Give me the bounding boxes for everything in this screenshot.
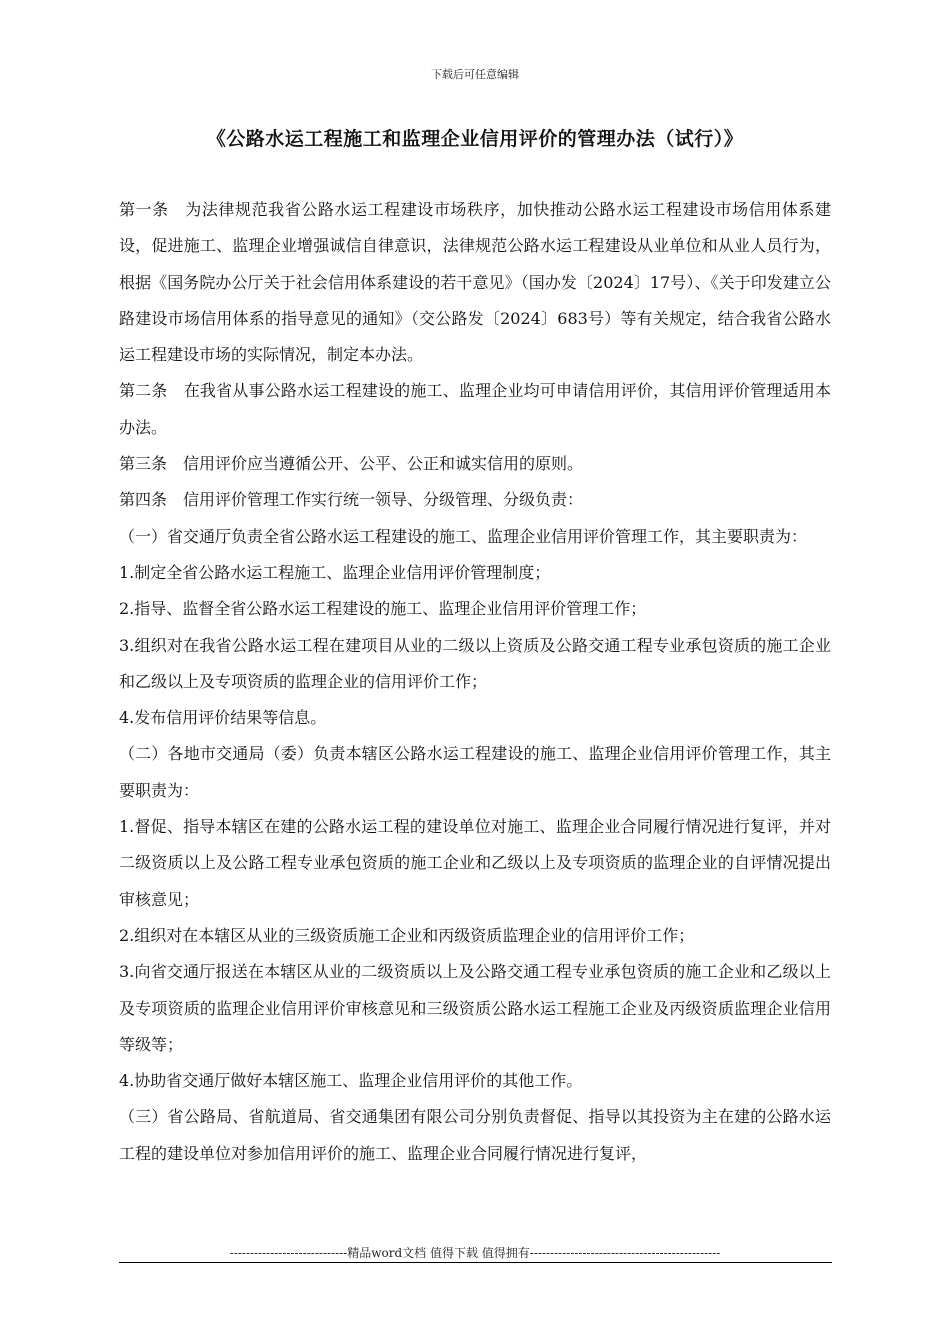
section-1-item-4: 4.发布信用评价结果等信息。 [119,708,327,728]
section-1-item-1: 1.制定全省公路水运工程施工、监理企业信用评价管理制度； [119,562,551,582]
article-3-paragraph: 第三条 信用评价应当遵循公开、公平、公正和诚实信用的原则。 [119,454,584,474]
section-2-item-1: 1.督促、指导本辖区在建的公路水运工程的建设单位对施工、监理企业合同履行情况进行复评，并对二级资质以上及公路工程专业承包资质的施工企业和乙级以上及专项资质的监理企业的自评情况提出审核意见； [119,817,831,909]
footer-divider [119,1262,832,1263]
section-3-heading: （三）省公路局、省航道局、省交通集团有限公司分别负责督促、指导以其投资为主在建的公路水运工程的建设单位对参加信用评价的施工、监理企业合同履行情况进行复评， [119,1107,831,1163]
section-2-item-2: 2.组织对在本辖区从业的三级资质施工企业和丙级资质监理企业的信用评价工作； [119,925,695,945]
header-note: 下载后可任意编辑 [431,68,519,81]
document-body [119,192,831,1172]
article-4-paragraph: 第四条 信用评价管理工作实行统一领导、分级管理、分级负责： [119,490,584,510]
section-1-item-3: 3.组织对在我省公路水运工程在建项目从业的二级以上资质及公路交通工程专业承包资质的施工企业和乙级以上及专项资质的监理企业的信用评价工作； [119,635,831,691]
section-2-heading: （二）各地市交通局（委）负责本辖区公路水运工程建设的施工、监理企业信用评价管理工作，其主要职责为： [119,744,831,800]
section-1-item-2: 2.指导、监督全省公路水运工程建设的施工、监理企业信用评价管理工作； [119,599,647,619]
document-title: 《公路水运工程施工和监理企业信用评价的管理办法（试行）》 [206,128,744,150]
article-1-paragraph: 第一条 为法律规范我省公路水运工程建设市场秩序，加快推动公路水运工程建设市场信用体系建设，促进施工、监理企业增强诚信自律意识，法律规范公路水运工程建设从业单位和从业人员行为，根据《国务院办公厅关于社会信用体系建设的若干意见》（国办发〔2024〕17号）、《关于印发建立公路建设市场信用体系的指导意见的通知》（交公路发〔2024〕683号）等有关规定，结合我省公路水运工程建设市场的实际情况，制定本办法。 [119,200,831,365]
section-2-item-4: 4.协助省交通厅做好本辖区施工、监理企业信用评价的其他工作。 [119,1071,583,1091]
section-2-item-3: 3.向省交通厅报送在本辖区从业的二级资质以上及公路交通工程专业承包资质的施工企业和乙级以上及专项资质的监理企业信用评价审核意见和三级资质公路水运工程施工企业及丙级资质监理企业信用等级等； [119,962,831,1054]
article-2-paragraph: 第二条 在我省从事公路水运工程建设的施工、监理企业均可申请信用评价，其信用评价管理适用本办法。 [119,381,831,437]
section-1-heading: （一）省交通厅负责全省公路水运工程建设的施工、监理企业信用评价管理工作，其主要职责为： [119,526,808,546]
footer-banner: -----------------------------精品word文档 值得下载 值得拥有----------------------------------------------- [229,1246,721,1260]
